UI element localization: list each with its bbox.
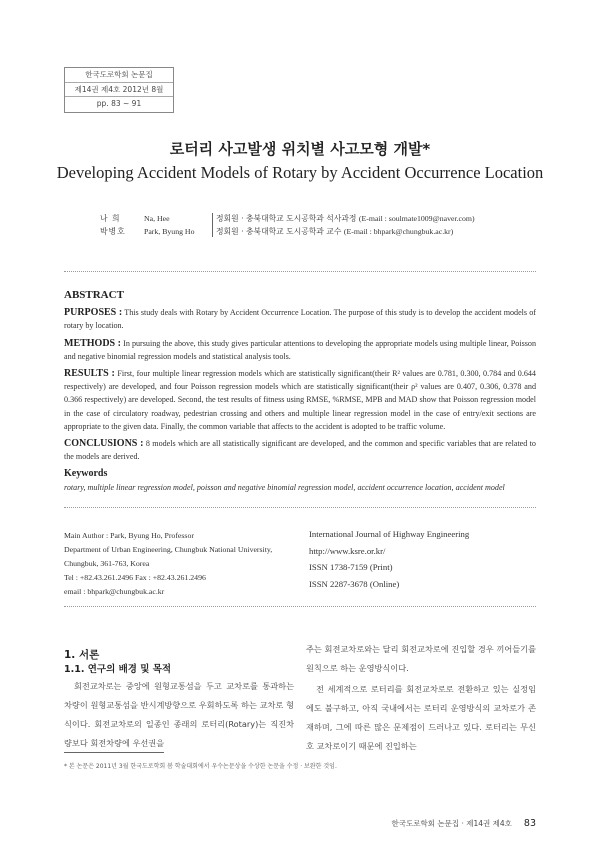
abstract-methods bbox=[64, 337, 536, 363]
body-left-column: 회전교차로는 중앙에 원형교통섬을 두고 교차로를 통과하는 차량이 원형교통섬을 반시계방향으로 우회하도록 하는 교차로 형식이다. 회전교차로의 일종인 종래의 로터리(Rotary)는 직진차량보다 회전차량에 우선권을 bbox=[64, 681, 294, 748]
results-label: RESULTS : bbox=[64, 368, 115, 380]
abstract-heading: ABSTRACT bbox=[64, 289, 124, 301]
purposes-label: PURPOSES : bbox=[64, 307, 123, 319]
conclusions-label: CONCLUSIONS : bbox=[64, 438, 144, 450]
footer-journal: 한국도로학회 논문집 · 제14권 제4호 bbox=[391, 819, 512, 828]
volume-issue: 제14권 제4호 2012년 8월 bbox=[65, 83, 173, 98]
author-divider bbox=[212, 213, 213, 237]
purposes-text: This study deals with Rotary by Accident Occurrence Location. The purpose of this study is to develop the accident models of rotary by location. bbox=[64, 308, 536, 331]
issn-online: ISSN 2287-3678 (Online) bbox=[309, 578, 400, 589]
department: Department of Urban Engineering, Chungbuk National University, bbox=[64, 545, 273, 554]
author-affiliation bbox=[216, 225, 453, 238]
phone-fax: Tel : +82.43.261.2496 Fax : +82.43.261.2496 bbox=[64, 573, 206, 582]
email: email : bhpark@chungbuk.ac.kr bbox=[64, 587, 165, 596]
journal-info-box bbox=[64, 67, 174, 113]
abstract-purposes bbox=[64, 306, 536, 332]
journal-url[interactable]: http://www.ksre.or.kr/ bbox=[309, 545, 386, 556]
dotted-divider bbox=[64, 271, 536, 272]
author-row bbox=[100, 225, 475, 238]
affiliation-ko: 정회원 · 충북대학교 도시공학과 석사과정 bbox=[216, 214, 357, 223]
page-number: 83 bbox=[523, 818, 536, 829]
author-list bbox=[100, 212, 475, 238]
author-name-en: Park, Byung Ho bbox=[144, 227, 195, 236]
affiliation-ko: 정회원 · 충북대학교 도시공학과 교수 bbox=[216, 227, 342, 236]
dotted-divider bbox=[64, 606, 536, 607]
methods-text: In pursuing the above, this study gives particular attentions to developing the appropriate models using multiple linear, Poisson and negative binomial regression models and statistical analysis tools. bbox=[64, 338, 536, 361]
subsection-heading: 1.1. 연구의 배경 및 목적 bbox=[64, 664, 172, 675]
journal-title: International Journal of Highway Engineering bbox=[309, 529, 470, 539]
keywords: rotary, multiple linear regression model, poisson and negative binomial regression model, accident occurrence location, accident model bbox=[64, 482, 505, 492]
address: Chungbuk, 361-763, Korea bbox=[64, 559, 150, 568]
issn-print: ISSN 1738-7159 (Print) bbox=[309, 562, 393, 572]
main-author: Main Author : Park, Byung Ho, Professor bbox=[64, 531, 194, 540]
title-english: Developing Accident Models of Rotary by Accident Occurrence Location bbox=[56, 163, 544, 182]
dotted-divider bbox=[64, 507, 536, 508]
author-email: (E-mail : soulmate1009@naver.com) bbox=[358, 214, 475, 223]
author-row bbox=[100, 212, 475, 225]
journal-details bbox=[309, 526, 469, 592]
body-right-paragraph-2: 전 세계적으로 로터리를 회전교차로로 전환하고 있는 실정임에도 불구하고, 아직 국내에서는 로터리 운영방식의 교차로가 존재하며, 그에 따른 많은 문제점이 드러나고 있다. 로터리는 무신호 교차로이기 때문에 진입하는 bbox=[306, 684, 536, 751]
title-korean: 로터리 사고발생 위치별 사고모형 개발* bbox=[169, 140, 431, 158]
keywords-heading: Keywords bbox=[64, 468, 108, 480]
section-heading: 1. 서론 bbox=[64, 649, 100, 661]
page-range: pp. 83 ~ 91 bbox=[96, 99, 142, 108]
journal-name: 한국도로학회 논문집 bbox=[65, 68, 173, 83]
footnote-rule bbox=[64, 752, 164, 753]
author-name-ko: 나 희 bbox=[100, 214, 121, 223]
methods-label: METHODS : bbox=[64, 337, 122, 349]
body-right-paragraph-1: 주는 회전교차로와는 달리 회전교차로에 진입할 경우 끼어들기를 원칙으로 하는 운영방식이다. bbox=[306, 644, 536, 673]
author-affiliation bbox=[216, 212, 475, 225]
abstract-conclusions bbox=[64, 437, 536, 463]
abstract-results bbox=[64, 367, 536, 433]
conclusions-text: 8 models which are all statistically significant are developed, and the common and specific variables that are related to the models are derived. bbox=[64, 439, 536, 462]
author-name-en: Na, Hee bbox=[144, 214, 170, 223]
footnote: * 본 논문은 2011년 3월 한국도로학회 봄 학술대회에서 우수논문상을 수상한 논문을 수정 · 보완한 것임. bbox=[64, 763, 337, 770]
abstract bbox=[64, 289, 536, 494]
results-text: First, four multiple linear regression models which are statistically significant(their R² values are 0.781, 0.300, 0.784 and 0.644 respectively) are developed, and four Poisson regression models which are statistically significant(their ρ² values are 0.407, 0.306, 0.378 and 0.366 respectively) are developed. Second, the test results of fitness using RMSE, %RMSE, MPB and MAD show that Poisson regression model in the case of circulatory roadway, pedestrian crossing and others and multiple linear regression model in the case of entry/exit sections are appropriate to the given data. Finally, the common variable that affects to the accident is adopted to be traffic volume. bbox=[64, 369, 536, 431]
author-name-ko: 박병호 bbox=[100, 227, 126, 236]
author-email: (E-mail : bhpark@chungbuk.ac.kr) bbox=[343, 227, 454, 236]
page-footer bbox=[391, 818, 536, 829]
contact-info bbox=[64, 529, 272, 599]
